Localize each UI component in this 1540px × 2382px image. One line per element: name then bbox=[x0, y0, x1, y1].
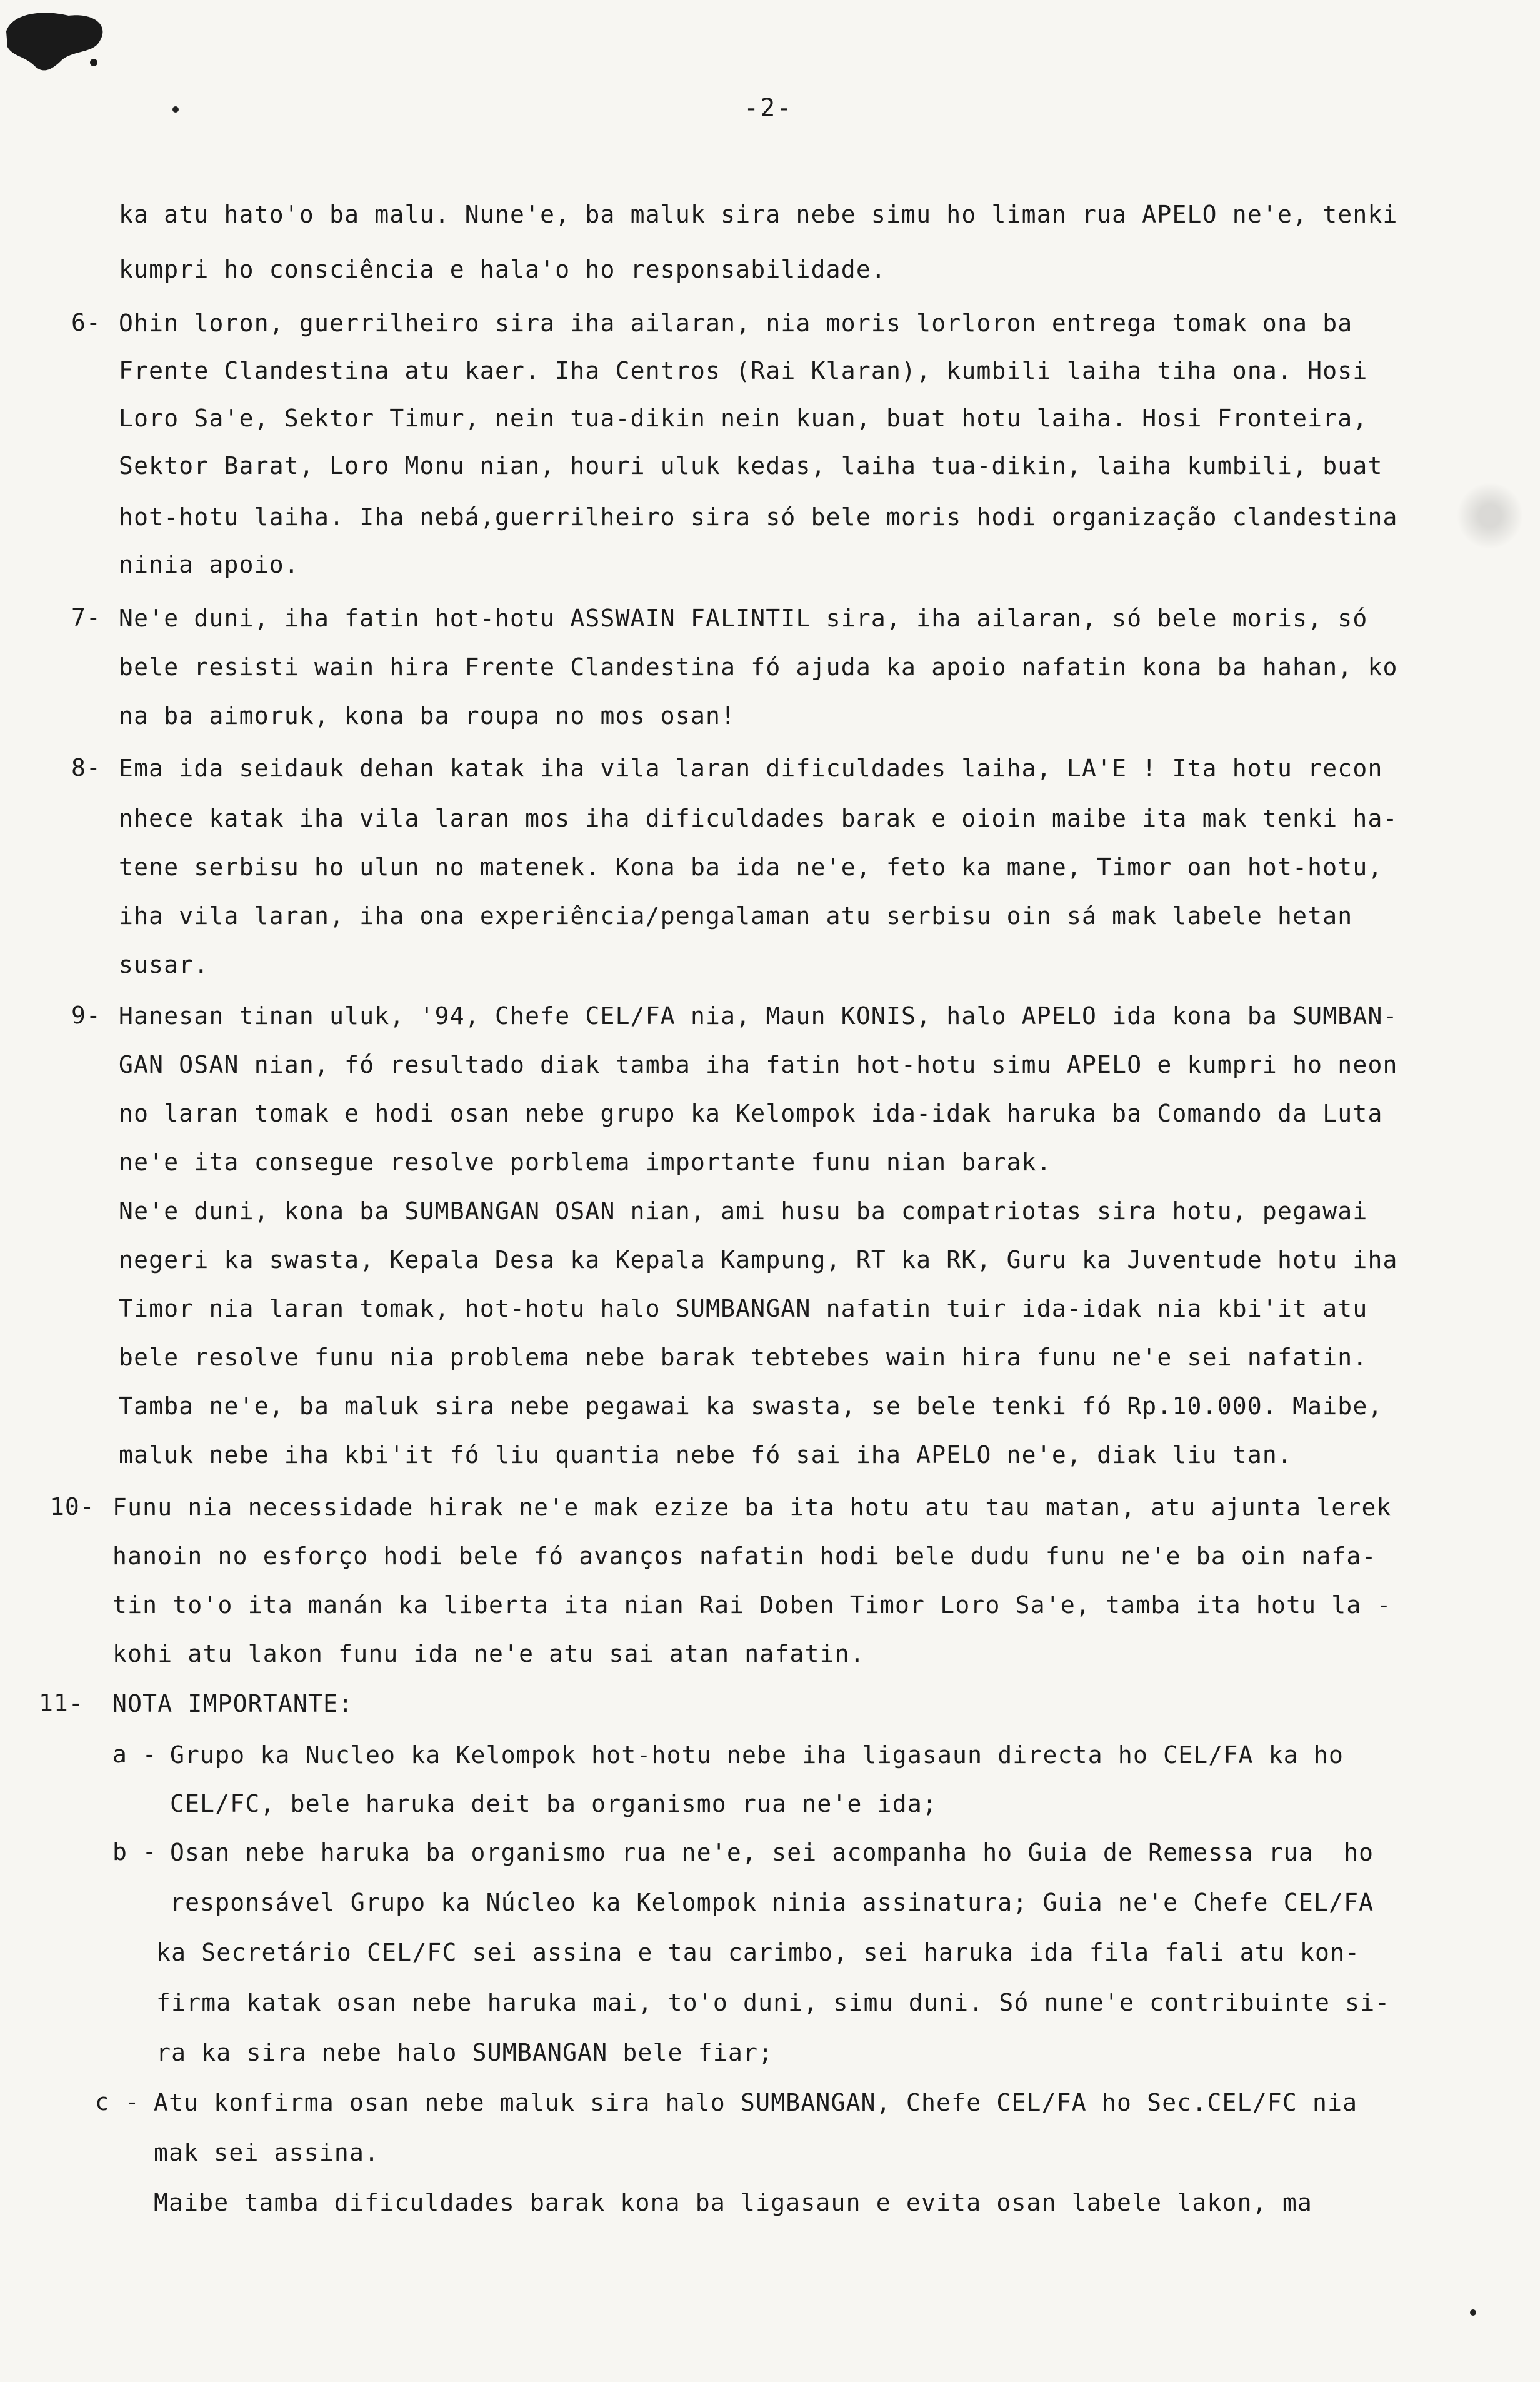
subitem-letter: b - bbox=[112, 1838, 158, 1866]
text-line: ra ka sira nebe halo SUMBANGAN bele fiar; bbox=[156, 2039, 774, 2066]
text-line: Atu konfirma osan nebe maluk sira halo SUMBANGAN, Chefe CEL/FA ho Sec.CEL/FC nia bbox=[154, 2089, 1358, 2116]
text-line: hot-hotu laiha. Iha nebá,guerrilheiro sira só bele moris hodi organização clandestina bbox=[119, 503, 1398, 531]
text-line: hanoin no esforço hodi bele fó avanços nafatin hodi bele dudu funu ne'e ba oin nafa- bbox=[112, 1542, 1377, 1570]
item-number: 8- bbox=[71, 754, 101, 781]
item-number: 9- bbox=[71, 1002, 101, 1029]
text-line: tin to'o ita manán ka liberta ita nian Rai Doben Timor Loro Sa'e, tamba ita hotu la - bbox=[112, 1591, 1392, 1619]
text-line: CEL/FC, bele haruka deit ba organismo rua ne'e ida; bbox=[170, 1790, 938, 1817]
text-line: GAN OSAN nian, fó resultado diak tamba iha fatin hot-hotu simu APELO e kumpri ho neon bbox=[119, 1051, 1398, 1078]
text-line: Frente Clandestina atu kaer. Iha Centros (Rai Klaran), kumbili laiha tiha ona. Hosi bbox=[119, 357, 1368, 384]
margin-dot bbox=[172, 106, 179, 113]
text-line: ka Secretário CEL/FC sei assina e tau carimbo, sei haruka ida fila fali atu kon- bbox=[156, 1939, 1361, 1966]
text-line: iha vila laran, iha ona experiência/pengalaman atu serbisu oin sá mak labele hetan bbox=[119, 902, 1353, 930]
item-number: 11- bbox=[39, 1689, 84, 1717]
text-line: kumpri ho consciência e hala'o ho responsabilidade. bbox=[119, 256, 886, 283]
text-line: NOTA IMPORTANTE: bbox=[112, 1690, 354, 1717]
subitem-letter: c - bbox=[95, 2088, 140, 2116]
text-line: firma katak osan nebe haruka mai, to'o duni, simu duni. Só nune'e contribuinte si- bbox=[156, 1989, 1391, 2016]
text-line: bele resisti wain hira Frente Clandestina fó ajuda ka apoio nafatin kona ba hahan, ko bbox=[119, 653, 1398, 681]
text-line: Tamba ne'e, ba maluk sira nebe pegawai ka swasta, se bele tenki fó Rp.10.000. Maibe, bbox=[119, 1392, 1383, 1420]
text-line: mak sei assina. bbox=[154, 2139, 380, 2166]
text-line: Grupo ka Nucleo ka Kelompok hot-hotu nebe iha ligasaun directa ho CEL/FA ka ho bbox=[170, 1741, 1344, 1769]
text-line: Ohin loron, guerrilheiro sira iha ailaran, nia moris lorloron entrega tomak ona ba bbox=[119, 309, 1353, 337]
text-line: ka atu hato'o ba malu. Nune'e, ba maluk sira nebe simu ho liman rua APELO ne'e, tenki bbox=[119, 201, 1398, 228]
item-number: 6- bbox=[71, 309, 101, 336]
text-line: maluk nebe iha kbi'it fó liu quantia nebe fó sai iha APELO ne'e, diak liu tan. bbox=[119, 1441, 1293, 1469]
text-line: Maibe tamba dificuldades barak kona ba ligasaun e evita osan labele lakon, ma bbox=[154, 2189, 1313, 2216]
text-line: Ne'e duni, kona ba SUMBANGAN OSAN nian, ami husu ba compatriotas sira hotu, pegawai bbox=[119, 1197, 1368, 1225]
margin-dot bbox=[1470, 2309, 1476, 2316]
subitem-letter: a - bbox=[112, 1741, 158, 1768]
text-line: nhece katak iha vila laran mos iha dificuldades barak e oioin maibe ita mak tenki ha- bbox=[119, 805, 1398, 832]
text-line: negeri ka swasta, Kepala Desa ka Kepala Kampung, RT ka RK, Guru ka Juventude hotu iha bbox=[119, 1246, 1398, 1274]
text-line: Loro Sa'e, Sektor Timur, nein tua-dikin nein kuan, buat hotu laiha. Hosi Fronteira, bbox=[119, 405, 1368, 432]
text-line: susar. bbox=[119, 951, 209, 978]
text-line: no laran tomak e hodi osan nebe grupo ka Kelompok ida-idak haruka ba Comando da Luta bbox=[119, 1100, 1383, 1127]
item-number: 7- bbox=[71, 604, 101, 631]
item-number: 10- bbox=[50, 1493, 95, 1520]
page-number: -2- bbox=[744, 94, 793, 123]
text-line: ninia apoio. bbox=[119, 551, 299, 578]
text-line: Funu nia necessidade hirak ne'e mak ezize ba ita hotu atu tau matan, atu ajunta lerek bbox=[112, 1494, 1392, 1521]
text-line: Sektor Barat, Loro Monu nian, houri uluk kedas, laiha tua-dikin, laiha kumbili, buat bbox=[119, 452, 1383, 480]
text-line: responsável Grupo ka Núcleo ka Kelompok ninia assinatura; Guia ne'e Chefe CEL/FA bbox=[170, 1889, 1374, 1916]
text-line: kohi atu lakon funu ida ne'e atu sai atan nafatin. bbox=[112, 1640, 865, 1667]
text-line: Timor nia laran tomak, hot-hotu halo SUMBANGAN nafatin tuir ida-idak nia kbi'it atu bbox=[119, 1295, 1368, 1322]
text-line: Osan nebe haruka ba organismo rua ne'e, sei acompanha ho Guia de Remessa rua ho bbox=[170, 1839, 1374, 1866]
text-line: Ema ida seidauk dehan katak iha vila laran dificuldades laiha, LA'E ! Ita hotu recon bbox=[119, 755, 1383, 782]
text-line: tene serbisu ho ulun no matenek. Kona ba ida ne'e, feto ka mane, Timor oan hot-hotu, bbox=[119, 853, 1383, 881]
text-line: ne'e ita consegue resolve porblema importante funu nian barak. bbox=[119, 1148, 1052, 1176]
text-line: Hanesan tinan uluk, '94, Chefe CEL/FA nia, Maun KONIS, halo APELO ida kona ba SUMBAN- bbox=[119, 1002, 1398, 1030]
page-smudge bbox=[1452, 475, 1528, 556]
ink-blot bbox=[0, 6, 112, 81]
text-line: Ne'e duni, iha fatin hot-hotu ASSWAIN FALINTIL sira, iha ailaran, só bele moris, só bbox=[119, 605, 1368, 632]
text-line: na ba aimoruk, kona ba roupa no mos osan! bbox=[119, 702, 736, 730]
text-line: bele resolve funu nia problema nebe barak tebtebes wain hira funu ne'e sei nafatin. bbox=[119, 1344, 1368, 1371]
